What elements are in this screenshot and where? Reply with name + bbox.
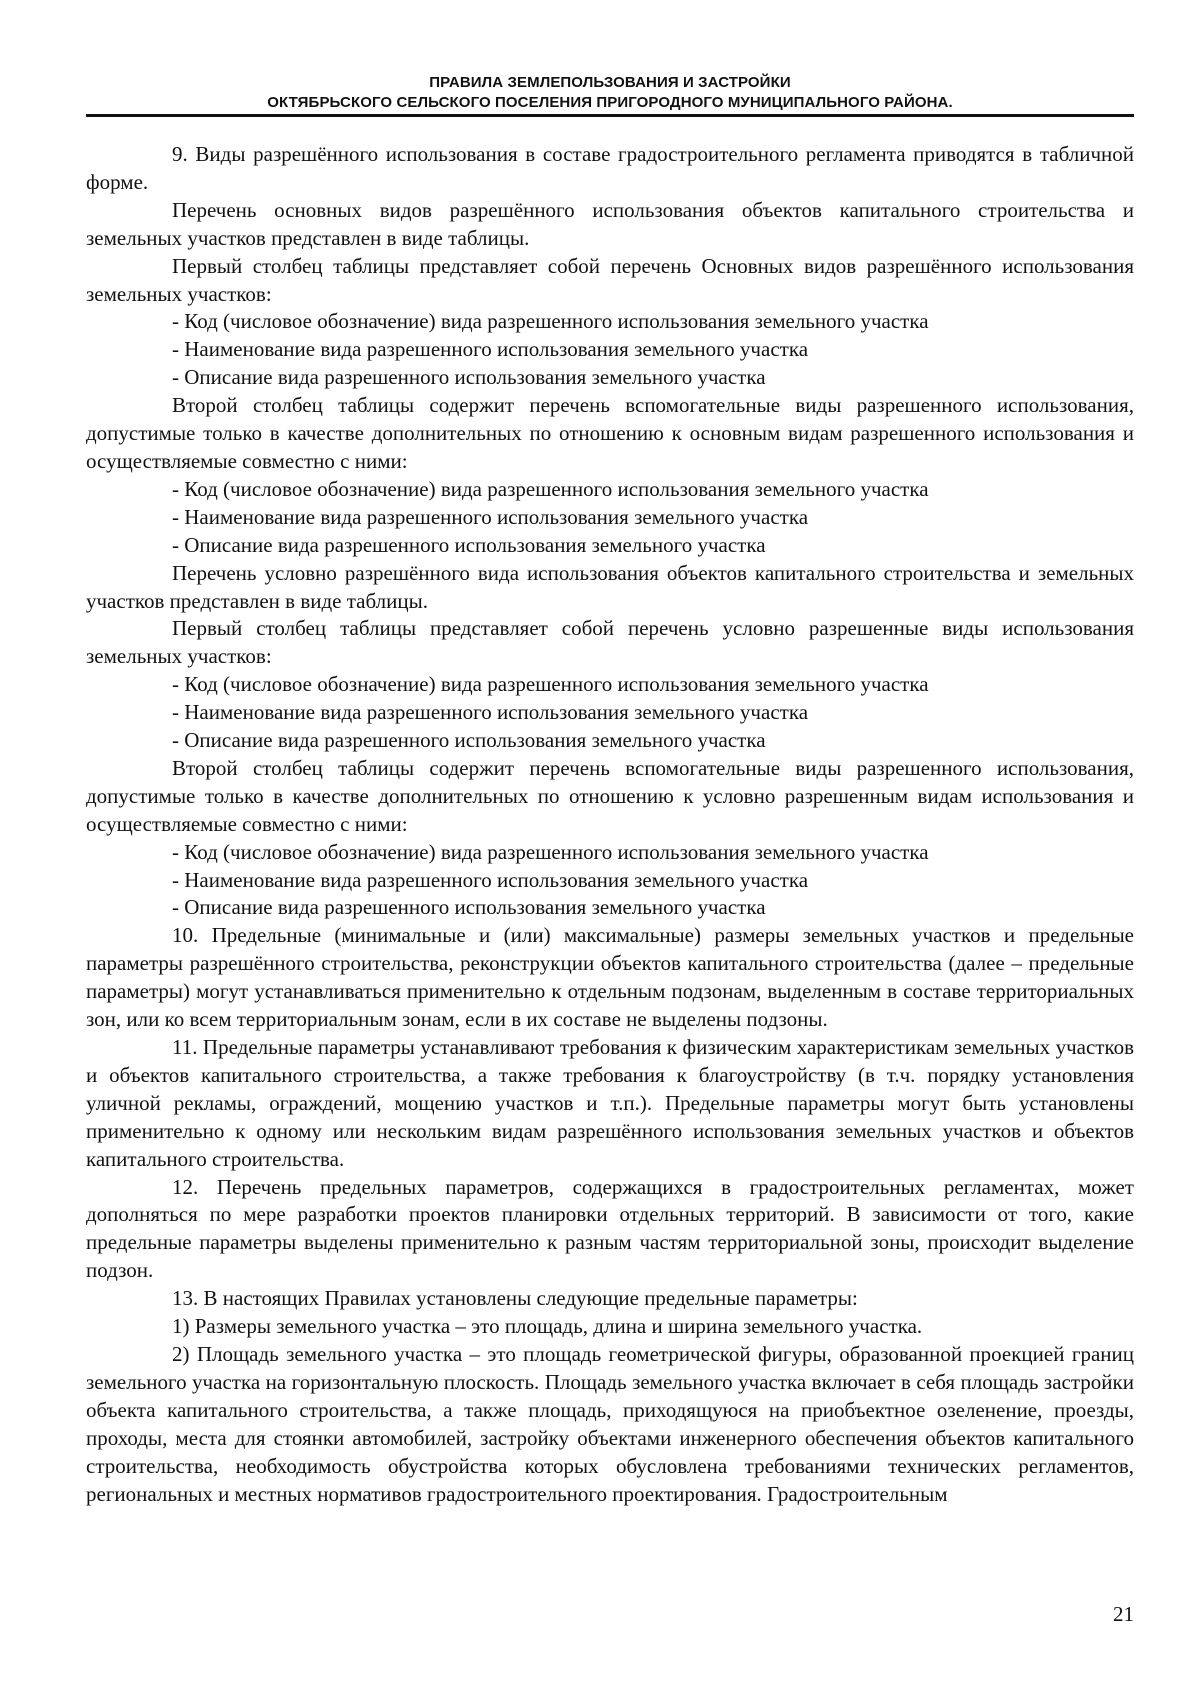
page-number: 21 <box>1113 1602 1134 1626</box>
paragraph-item-10: 10. Предельные (минимальные и (или) максимальные) размеры земельных участков и предельные параметры разрешённого строительства, реконструкции объектов капитального строительства (далее – предельные параметры) могут устанавливаться применительно к отдельным подзонам, выделенным в составе территориальных зон, или ко всем территориальным зонам, если в их составе не выделены подзоны. <box>86 923 1134 1032</box>
list-item: - Описание вида разрешенного использования земельного участка <box>172 365 766 390</box>
list-item: - Код (числовое обозначение) вида разрешенного использования земельного участка <box>172 672 929 697</box>
subitem-2: 2) Площадь земельного участка – это площадь геометрической фигуры, образованной проекцией границ земельного участка на горизонтальную плоскость. Площадь земельного участка включает в себя площадь застройки объекта капитального строительства, а также площадь, приходящуюся на приобъектное озеленение, проезды, проходы, места для стоянки автомобилей, застройку объектами инженерного обеспечения объектов капитального строительства, необходимость обустройства которых обусловлена требованиями технических регламентов, региональных и местных нормативов градостроительного проектирования. Градостроительным <box>86 1341 1134 1506</box>
list-item: - Описание вида разрешенного использования земельного участка <box>172 895 766 920</box>
paragraph: Перечень основных видов разрешённого использования объектов капитального строительства и земельных участков представлен в виде таблицы. <box>86 197 1134 250</box>
paragraph: Перечень условно разрешённого вида использования объектов капитального строительства и земельных участков представлен в виде таблицы. <box>86 560 1134 613</box>
header-title-line-2: ОКТЯБРЬСКОГО СЕЛЬСКОГО ПОСЕЛЕНИЯ ПРИГОРОДНОГО МУНИЦИПАЛЬНОГО РАЙОНА. <box>267 94 953 111</box>
paragraph: Первый столбец таблицы представляет собой перечень условно разрешенные виды использования земельных участков: <box>86 616 1134 669</box>
header-divider <box>86 114 1134 117</box>
list-item: - Код (числовое обозначение) вида разрешенного использования земельного участка <box>172 476 929 501</box>
list-item: - Наименование вида разрешенного использования земельного участка <box>172 867 809 892</box>
header-title-line-1: ПРАВИЛА ЗЕМЛЕПОЛЬЗОВАНИЯ И ЗАСТРОЙКИ <box>429 74 791 91</box>
list-item: - Наименование вида разрешенного использования земельного участка <box>172 337 809 362</box>
subitem-1: 1) Размеры земельного участка – это площадь, длина и ширина земельного участка. <box>172 1314 923 1339</box>
list-item: - Код (числовое обозначение) вида разрешенного использования земельного участка <box>172 839 929 864</box>
paragraph: Второй столбец таблицы содержит перечень вспомогательные виды разрешенного использования, допустимые только в качестве дополнительных по отношению к условно разрешенным видам использования и осуществляемые совместно с ними: <box>86 755 1134 836</box>
list-item: - Код (числовое обозначение) вида разрешенного использования земельного участка <box>172 309 929 334</box>
list-item: - Наименование вида разрешенного использования земельного участка <box>172 504 809 529</box>
paragraph-item-13: 13. В настоящих Правилах установлены следующие предельные параметры: <box>172 1286 858 1311</box>
paragraph-item-9: 9. Виды разрешённого использования в составе градостроительного регламента приводятся в табличной форме. <box>86 142 1134 194</box>
paragraph: Второй столбец таблицы содержит перечень вспомогательные виды разрешенного использования, допустимые только в качестве дополнительных по отношению к основным видам разрешенного использования и осуществляемые совместно с ними: <box>86 393 1134 473</box>
list-item: - Наименование вида разрешенного использования земельного участка <box>172 700 809 725</box>
list-item: - Описание вида разрешенного использования земельного участка <box>172 728 766 753</box>
running-header <box>86 73 1134 113</box>
paragraph-item-11: 11. Предельные параметры устанавливают требования к физическим характеристикам земельных участков и объектов капитального строительства, а также требования к благоустройству (в т.ч. порядку установления уличной рекламы, ограждений, мощению участков и т.п.). Предельные параметры могут быть установлены применительно к одному или нескольким видам разрешённого использования земельных участков и объектов капитального строительства. <box>86 1035 1134 1171</box>
list-item: - Описание вида разрешенного использования земельного участка <box>172 532 766 557</box>
document-body <box>86 141 1134 1508</box>
paragraph-item-12: 12. Перечень предельных параметров, содержащихся в градостроительных регламентах, может дополняться по мере разработки проектов планировки отдельных территорий. В зависимости от того, какие предельные параметры выделены применительно к разным частям территориальной зоны, происходит выделение подзон. <box>86 1174 1134 1283</box>
paragraph: Первый столбец таблицы представляет собой перечень Основных видов разрешённого использования земельных участков: <box>86 253 1134 306</box>
